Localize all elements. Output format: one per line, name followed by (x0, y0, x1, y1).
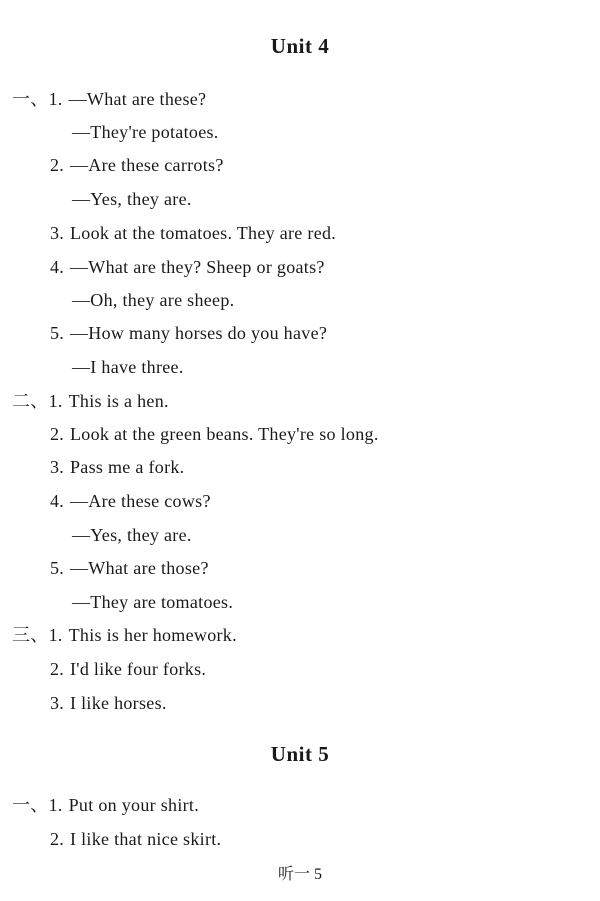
list-item (50, 421, 379, 447)
item-text: —What are they? Sheep or goats? (70, 257, 325, 277)
item-text: Pass me a fork. (70, 457, 185, 477)
item-text: —Yes, they are. (72, 189, 192, 209)
section-label: 一、 (12, 89, 49, 109)
list-item (50, 690, 167, 716)
section-label: 一、 (12, 795, 49, 815)
list-item (12, 792, 199, 818)
item-text: This is a hen. (68, 391, 169, 411)
item-number: 3. (50, 457, 65, 477)
list-item (50, 152, 224, 178)
list-item (72, 522, 192, 548)
list-item (50, 320, 327, 346)
list-item (50, 488, 211, 514)
item-number: 1. (48, 795, 63, 815)
list-item (72, 119, 219, 145)
item-text: Put on your shirt. (68, 795, 200, 815)
item-number: 1. (48, 391, 63, 411)
item-text: This is her homework. (68, 625, 237, 645)
unit-5-title: Unit 5 (270, 742, 330, 766)
list-item (12, 622, 237, 648)
item-number: 2. (50, 424, 65, 444)
item-text: I like that nice skirt. (70, 829, 222, 849)
item-text: —What are those? (70, 558, 209, 578)
item-text: —How many horses do you have? (70, 323, 328, 343)
page-number: 听一 5 (277, 866, 322, 883)
list-item (50, 656, 206, 682)
list-item (12, 86, 206, 112)
item-text: —They're potatoes. (72, 122, 219, 142)
item-number: 5. (50, 558, 65, 578)
item-number: 3. (50, 223, 65, 243)
list-item (50, 254, 325, 280)
list-item (72, 354, 184, 380)
list-item (72, 287, 234, 313)
list-item (50, 826, 221, 852)
item-number: 4. (50, 257, 65, 277)
item-number: 1. (48, 625, 63, 645)
item-text: —Are these carrots? (70, 155, 224, 175)
list-item (50, 220, 336, 246)
item-text: I'd like four forks. (70, 659, 207, 679)
item-number: 4. (50, 491, 65, 511)
item-text: —Are these cows? (70, 491, 211, 511)
item-text: I like horses. (70, 693, 167, 713)
item-number: 5. (50, 323, 65, 343)
section-label: 三、 (12, 625, 49, 645)
item-number: 2. (50, 155, 65, 175)
item-text: —Oh, they are sheep. (72, 290, 235, 310)
list-item (72, 589, 233, 615)
item-number: 2. (50, 659, 65, 679)
item-text: —They are tomatoes. (72, 592, 234, 612)
item-number: 3. (50, 693, 65, 713)
section-label: 二、 (12, 391, 49, 411)
item-text: —What are these? (68, 89, 207, 109)
item-number: 1. (48, 89, 63, 109)
list-item (50, 454, 184, 480)
list-item (50, 555, 209, 581)
item-text: —I have three. (72, 357, 184, 377)
list-item (12, 388, 169, 414)
item-text: Look at the green beans. They're so long. (70, 424, 379, 444)
item-text: Look at the tomatoes. They are red. (70, 223, 337, 243)
unit-4-title: Unit 4 (270, 34, 330, 58)
list-item (72, 186, 192, 212)
item-text: —Yes, they are. (72, 525, 192, 545)
item-number: 2. (50, 829, 65, 849)
